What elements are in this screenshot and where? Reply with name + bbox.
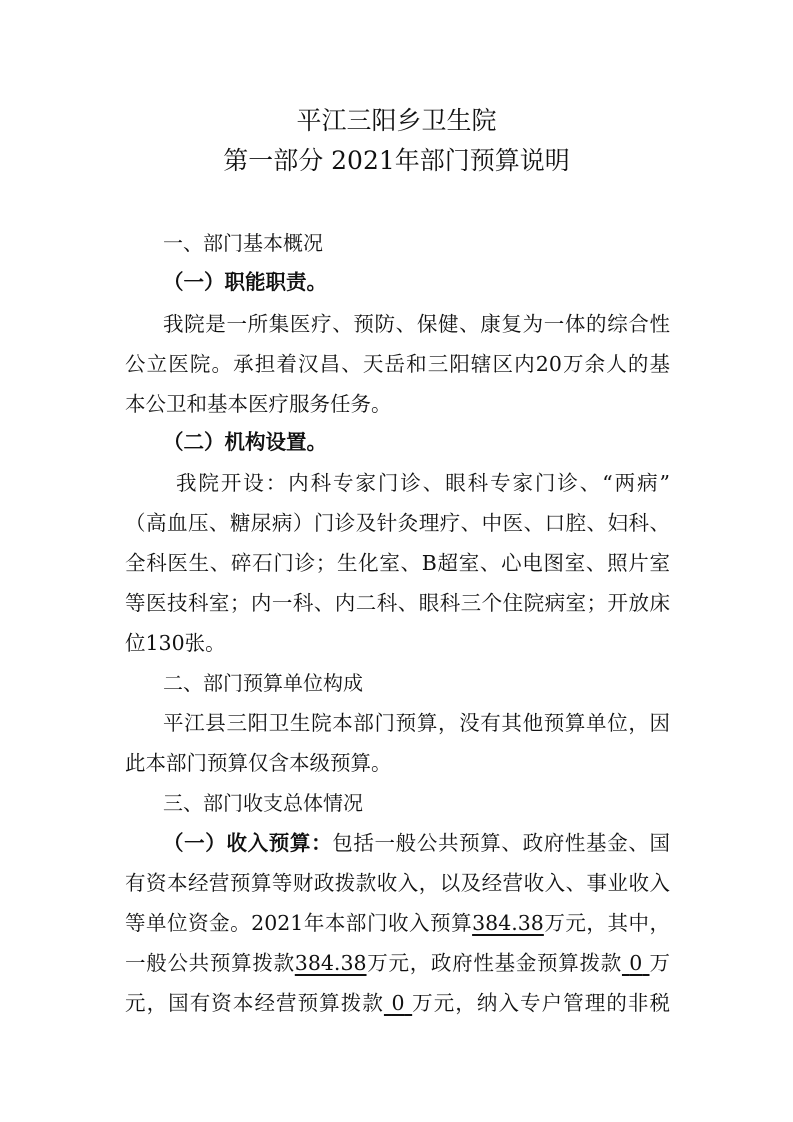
section-2-line: 平江县三阳卫生院本部门预算，没有其他预算单位，因 bbox=[163, 711, 670, 735]
income-line bbox=[125, 989, 670, 1017]
subtitle-prefix: 第一部分 bbox=[223, 146, 324, 175]
state-capital-value: 0 bbox=[391, 991, 405, 1015]
section-1-sub1-line: 公立医院。承担着汉昌、天岳和三阳辖区内20万余人的基 bbox=[125, 352, 670, 376]
section-1-sub2-line: 等医技科室；内一科、内二科、眼科三个住院病室；开放床 bbox=[125, 591, 670, 615]
section-2-line: 此本部门预算仅含本级预算。 bbox=[125, 751, 392, 775]
income-text: 一般公共预算拨款 bbox=[125, 951, 295, 975]
income-label: （一）收入预算： bbox=[163, 831, 333, 855]
section-1-sub2-line: 位130张。 bbox=[125, 631, 226, 655]
income-text: 元，国有资本经营预算拨款 bbox=[125, 991, 384, 1015]
income-text: 万元，其中， bbox=[543, 911, 671, 935]
section-1-sub1-line: 本公卫和基本医疗服务任务。 bbox=[125, 392, 392, 416]
section-1-sub1-heading: （一）职能职责。 bbox=[163, 270, 327, 294]
section-1-sub2-line: 全科医生、碎石门诊；生化室、B超室、心电图室、照片室 bbox=[125, 551, 670, 575]
page-subtitle bbox=[0, 146, 793, 176]
general-budget-value: 384.38 bbox=[294, 951, 367, 975]
income-line bbox=[125, 949, 670, 977]
subtitle-suffix: 年部门预算说明 bbox=[394, 146, 570, 175]
section-2-heading: 二、部门预算单位构成 bbox=[163, 671, 363, 695]
gov-fund-value: 0 bbox=[629, 951, 643, 975]
section-1-sub2-line: （高血压、糖尿病）门诊及针灸理疗、中医、口腔、妇科、 bbox=[125, 511, 670, 535]
section-1-sub2-line: 我院开设：内科专家门诊、眼科专家门诊、“两病” bbox=[176, 471, 670, 495]
section-1-sub1-line: 我院是一所集医疗、预防、保健、康复为一体的综合性 bbox=[163, 312, 670, 336]
section-1-heading: 一、部门基本概况 bbox=[163, 231, 323, 255]
page-title: 平江三阳乡卫生院 bbox=[296, 106, 497, 135]
subtitle-year: 2021 bbox=[331, 146, 395, 175]
income-text: 万 bbox=[649, 951, 670, 975]
section-1-sub2-heading: （二）机构设置。 bbox=[163, 430, 327, 454]
income-total-value: 384.38 bbox=[472, 911, 544, 935]
income-line: 有资本经营预算等财政拨款收入，以及经营收入、事业收入 bbox=[125, 871, 670, 895]
income-text: 等单位资金。2021年本部门收入预算 bbox=[125, 911, 473, 935]
section-3-heading: 三、部门收支总体情况 bbox=[163, 791, 363, 815]
income-text: 万元，政府性基金预算拨款 bbox=[366, 951, 622, 975]
income-text: 包括一般公共预算、政府性基金、国 bbox=[332, 831, 671, 855]
income-line bbox=[163, 829, 670, 857]
income-text: 万元，纳入专户管理的非税 bbox=[412, 991, 670, 1015]
income-line bbox=[125, 909, 670, 937]
